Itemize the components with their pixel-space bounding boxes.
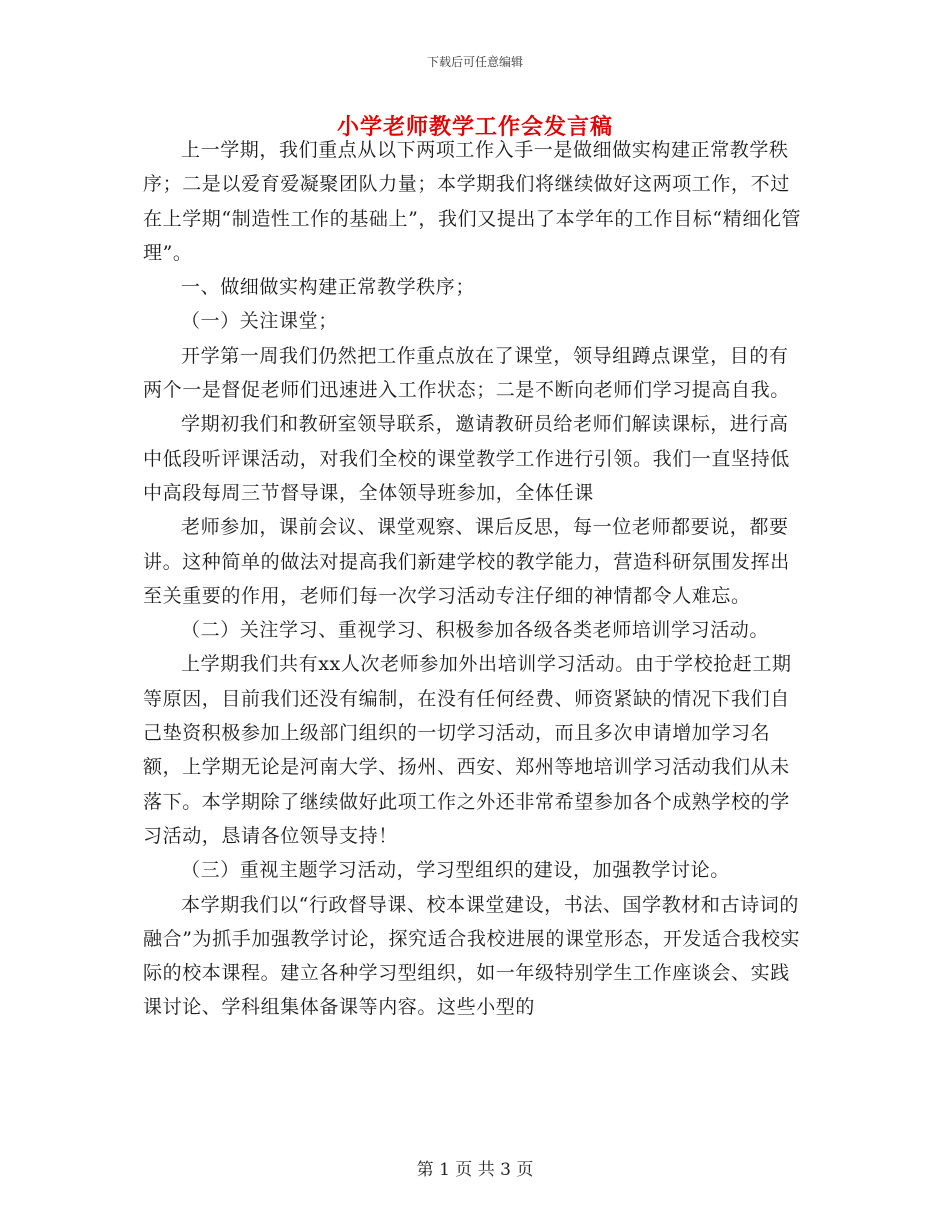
subsection-heading: （二）关注学习、重视学习、积极参加各级各类老师培训学习活动。 bbox=[181, 619, 770, 642]
subsection-heading: （一）关注课堂； bbox=[181, 310, 338, 333]
document-body bbox=[143, 133, 808, 1025]
section-heading: 一、做细做实构建正常教学秩序； bbox=[181, 276, 476, 299]
download-note: 下载后可任意编辑 bbox=[426, 55, 523, 69]
paragraph: 学期初我们和教研室领导联系，邀请教研员给老师们解读课标，进行高中低段听评课活动，对我们全校的课堂教学工作进行引领。我们一直坚持低中高段每周三节督导课，全体领导班参加，全体任课 bbox=[143, 413, 790, 504]
document-title: 小学老师教学工作会发言稿 bbox=[336, 114, 613, 140]
paragraph: 老师参加，课前会议、课堂观察、课后反思，每一位老师都要说，都要讲。这种简单的做法对提高我们新建学校的教学能力，营造科研氛围发挥出至关重要的作用，老师们每一次学习活动专注仔细的神情都令人难忘。 bbox=[143, 516, 790, 607]
paragraph: 本学期我们以“行政督导课、校本课堂建设，书法、国学教材和古诗词的融合”为抓手加强教学讨论，探究适合我校进展的课堂形态，开发适合我校实际的校本课程。建立各种学习型组织，如一年级特别学生工作座谈会、实践课讨论、学科组集体备课等内容。这些小型的 bbox=[143, 893, 801, 1019]
page-number: 第 1 页 共 3 页 bbox=[416, 1160, 534, 1180]
paragraph: 开学第一周我们仍然把工作重点放在了课堂，领导组蹲点课堂，目的有两个一是督促老师们迅速进入工作状态；二是不断向老师们学习提高自我。 bbox=[143, 344, 790, 402]
paragraph: 上一学期，我们重点从以下两项工作入手一是做细做实构建正常教学秩序；二是以爱育爱凝聚团队力量；本学期我们将继续做好这两项工作，不过在上学期“制造性工作的基础上”，我们又提出了本学年的工作目标“精细化管理”。 bbox=[143, 139, 802, 264]
paragraph: 上学期我们共有xx人次老师参加外出培训学习活动。由于学校抢赶工期等原因，目前我们还没有编制，在没有任何经费、师资紧缺的情况下我们自己垫资积极参加上级部门组织的一切学习活动，而且多次申请增加学习名额，上学期无论是河南大学、扬州、西安、郑州等地培训学习活动我们从未落下。本学期除了继续做好此项工作之外还非常希望参加各个成熟学校的学习活动，恳请各位领导支持！ bbox=[143, 653, 792, 847]
subsection-heading: （三）重视主题学习活动，学习型组织的建设，加强教学讨论。 bbox=[181, 859, 730, 882]
